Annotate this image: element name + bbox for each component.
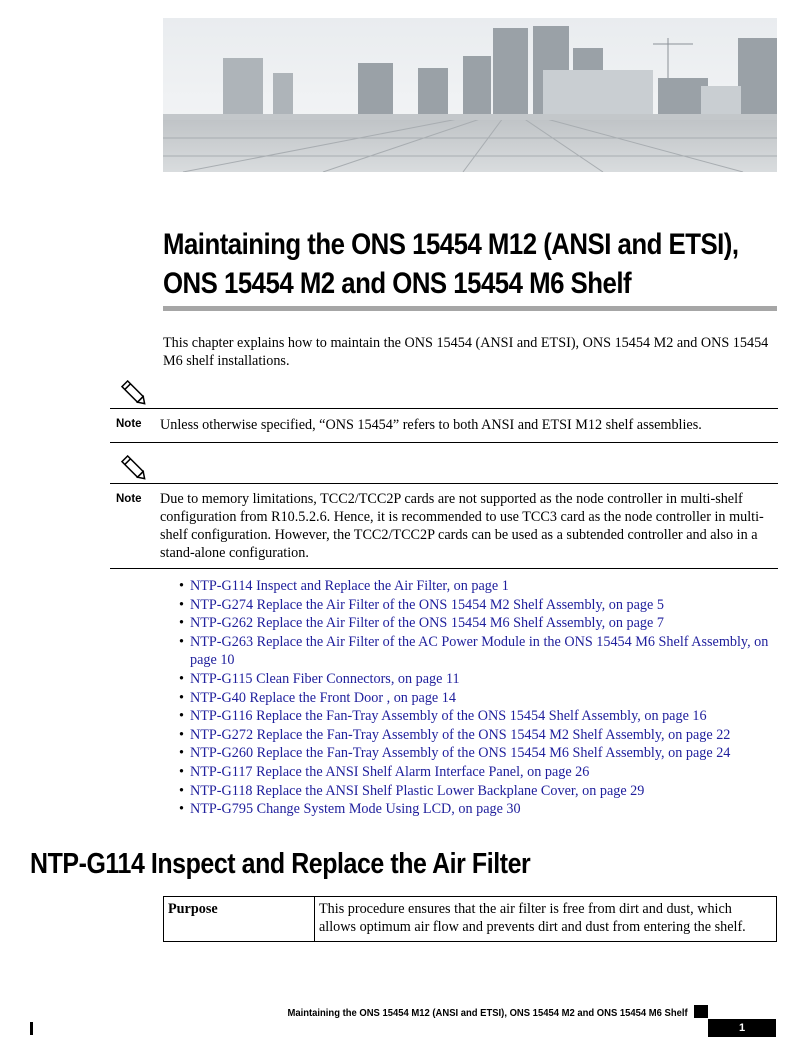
toc-link[interactable]: • NTP-G115 Clean Fiber Connectors, on page 11 (179, 670, 779, 689)
section-heading: NTP-G114 Inspect and Replace the Air Filter (30, 848, 531, 880)
purpose-value: This procedure ensures that the air filter is free from dirt and dust, which allows optimum air flow and prevents dirt and dust from entering the shelf. (315, 897, 777, 942)
table-row (164, 897, 777, 942)
toc-link[interactable]: • NTP-G117 Replace the ANSI Shelf Alarm Interface Panel, on page 26 (179, 763, 779, 782)
page-number: 1 (708, 1019, 776, 1037)
chapter-intro: This chapter explains how to maintain the ONS 15454 (ANSI and ETSI), ONS 15454 M2 and ONS 15454 M6 shelf installations. (163, 335, 769, 369)
toc-link[interactable]: • NTP-G262 Replace the Air Filter of the ONS 15454 M6 Shelf Assembly, on page 7 (179, 614, 779, 633)
purpose-key: Purpose (164, 897, 315, 942)
pencil-note-icon (118, 380, 150, 406)
procedure-table (163, 896, 777, 942)
toc-link[interactable]: • NTP-G118 Replace the ANSI Shelf Plastic Lower Backplane Cover, on page 29 (179, 782, 779, 801)
chapter-title-line-2: ONS 15454 M2 and ONS 15454 M6 Shelf (163, 267, 632, 300)
pencil-note-icon (118, 455, 150, 481)
note-1-label: Note (116, 418, 142, 430)
toc-link[interactable]: • NTP-G114 Inspect and Replace the Air Filter, on page 1 (179, 577, 779, 596)
note-2-label: Note (116, 493, 142, 505)
toc-link[interactable]: • NTP-G116 Replace the Fan-Tray Assembly of the ONS 15454 Shelf Assembly, on page 16 (179, 707, 779, 726)
chapter-title-line-1: Maintaining the ONS 15454 M12 (ANSI and ETSI), (163, 228, 739, 261)
chapter-title (163, 225, 739, 303)
note-2-rule-top (110, 483, 778, 484)
toc-link[interactable]: • NTP-G40 Replace the Front Door , on page 14 (179, 689, 779, 708)
toc-link[interactable]: • NTP-G795 Change System Mode Using LCD, on page 30 (179, 800, 779, 819)
toc-link[interactable]: • NTP-G274 Replace the Air Filter of the ONS 15454 M2 Shelf Assembly, on page 5 (179, 596, 779, 615)
city-skyline-graphic (163, 18, 777, 172)
toc-link[interactable]: • NTP-G263 Replace the Air Filter of the AC Power Module in the ONS 15454 M6 Shelf Assembly, on page 10 (179, 633, 779, 670)
title-rule (163, 306, 777, 311)
note-2-rule-bottom (110, 568, 778, 569)
note-1-rule-top (110, 408, 778, 409)
note-1-rule-bottom (110, 442, 778, 443)
note-2-text: Due to memory limitations, TCC2/TCC2P cards are not supported as the node controller in multi-shelf configuration from R10.5.2.6. Hence, it is recommended to use TCC3 card as the node controller in multi-shelf configuration. However, the TCC2/TCC2P cards can be used as a subtended controller and also in a stand-alone configuration. (160, 491, 764, 561)
toc-link[interactable]: • NTP-G272 Replace the Fan-Tray Assembly of the ONS 15454 M2 Shelf Assembly, on page 22 (179, 726, 779, 745)
note-1-text: Unless otherwise specified, “ONS 15454” refers to both ANSI and ETSI M12 shelf assemblies. (160, 417, 702, 433)
footer-left-bar (30, 1022, 33, 1035)
toc-link[interactable]: • NTP-G260 Replace the Fan-Tray Assembly of the ONS 15454 M6 Shelf Assembly, on page 24 (179, 744, 779, 763)
footer-title: Maintaining the ONS 15454 M12 (ANSI and ETSI), ONS 15454 M2 and ONS 15454 M6 Shelf (287, 1007, 688, 1019)
chapter-toc (179, 577, 779, 819)
footer-marker (694, 1005, 708, 1018)
header-city-image (163, 18, 777, 172)
